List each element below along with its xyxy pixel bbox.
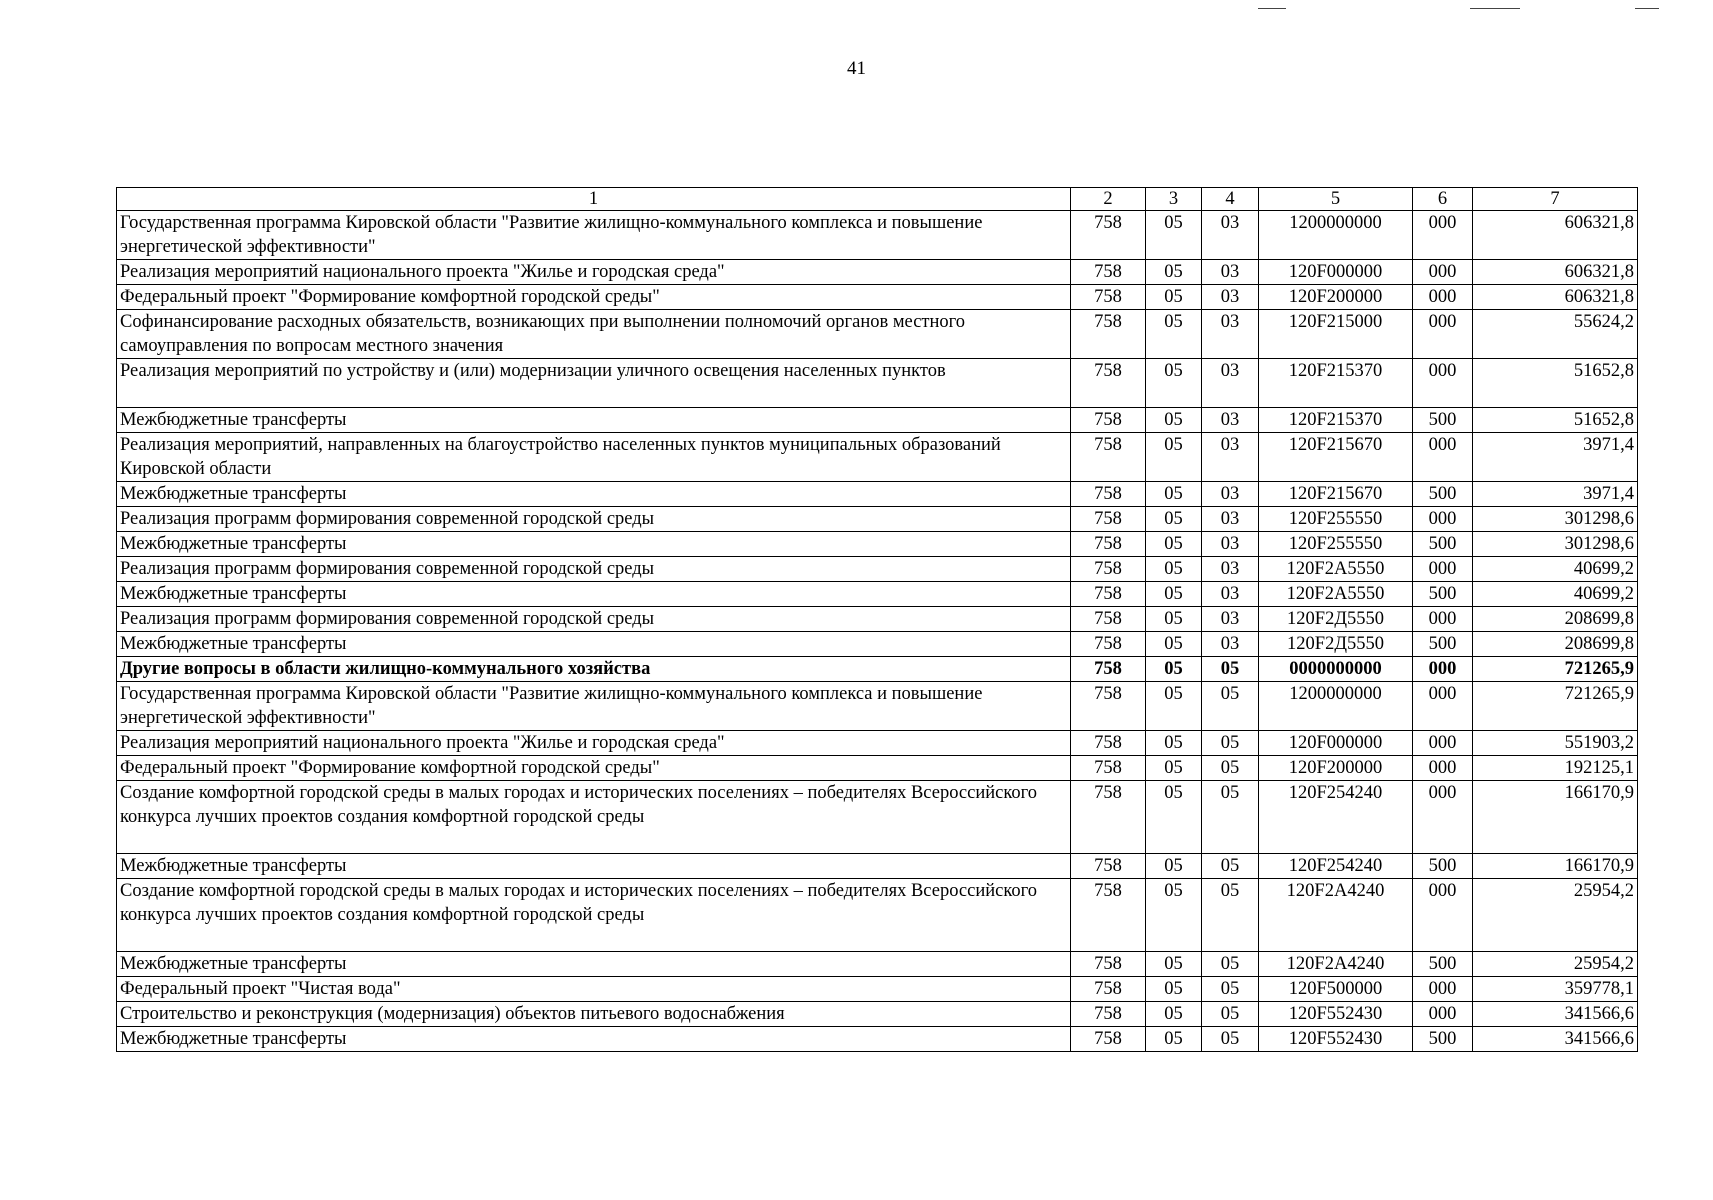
table-row xyxy=(117,879,1638,952)
amount-cell: 25954,2 xyxy=(1473,952,1638,977)
row-name-cell: Межбюджетные трансферты xyxy=(117,854,1071,879)
amount-cell: 40699,2 xyxy=(1473,557,1638,582)
row-name-cell: Реализация программ формирования современной городской среды xyxy=(117,507,1071,532)
section-code-cell: 05 xyxy=(1146,359,1202,408)
expense-type-cell: 000 xyxy=(1413,433,1473,482)
subsection-code-cell: 05 xyxy=(1202,781,1259,854)
expense-type-cell: 000 xyxy=(1413,607,1473,632)
amount-cell: 606321,8 xyxy=(1473,260,1638,285)
target-article-cell: 120F215670 xyxy=(1259,433,1413,482)
section-code-cell: 05 xyxy=(1146,1002,1202,1027)
row-name-cell: Межбюджетные трансферты xyxy=(117,1027,1071,1052)
expense-type-cell: 000 xyxy=(1413,507,1473,532)
ministry-code-cell: 758 xyxy=(1071,632,1146,657)
amount-cell: 192125,1 xyxy=(1473,756,1638,781)
ministry-code-cell: 758 xyxy=(1071,211,1146,260)
section-code-cell: 05 xyxy=(1146,854,1202,879)
ministry-code-cell: 758 xyxy=(1071,607,1146,632)
table-row xyxy=(117,682,1638,731)
row-name-cell: Создание комфортной городской среды в малых городах и исторических поселениях – победителях Всероссийского конкурса лучших проектов создания комфортной городской среды xyxy=(117,879,1071,952)
subsection-code-cell: 03 xyxy=(1202,285,1259,310)
section-code-cell: 05 xyxy=(1146,977,1202,1002)
header-row xyxy=(117,188,1638,211)
amount-cell: 606321,8 xyxy=(1473,211,1638,260)
subsection-code-cell: 03 xyxy=(1202,359,1259,408)
table-row xyxy=(117,433,1638,482)
target-article-cell: 120F254240 xyxy=(1259,854,1413,879)
amount-cell: 25954,2 xyxy=(1473,879,1638,952)
subsection-code-cell: 03 xyxy=(1202,482,1259,507)
target-article-cell: 120F215370 xyxy=(1259,408,1413,433)
row-name-cell: Реализация программ формирования современной городской среды xyxy=(117,607,1071,632)
section-code-cell: 05 xyxy=(1146,632,1202,657)
amount-cell: 359778,1 xyxy=(1473,977,1638,1002)
section-code-cell: 05 xyxy=(1146,482,1202,507)
ministry-code-cell: 758 xyxy=(1071,682,1146,731)
subsection-code-cell: 05 xyxy=(1202,756,1259,781)
row-name-cell: Межбюджетные трансферты xyxy=(117,408,1071,433)
amount-cell: 301298,6 xyxy=(1473,507,1638,532)
section-code-cell: 05 xyxy=(1146,952,1202,977)
ministry-code-cell: 758 xyxy=(1071,532,1146,557)
ministry-code-cell: 758 xyxy=(1071,731,1146,756)
row-name-cell: Государственная программа Кировской области "Развитие жилищно-коммунального комплекса и повышение энергетической эффективности" xyxy=(117,211,1071,260)
section-code-cell: 05 xyxy=(1146,682,1202,731)
table-row xyxy=(117,310,1638,359)
target-article-cell: 0000000000 xyxy=(1259,657,1413,682)
expense-type-cell: 500 xyxy=(1413,408,1473,433)
amount-cell: 166170,9 xyxy=(1473,781,1638,854)
row-name-cell: Реализация мероприятий по устройству и (или) модернизации уличного освещения населенных пунктов xyxy=(117,359,1071,408)
row-name-cell: Федеральный проект "Формирование комфортной городской среды" xyxy=(117,756,1071,781)
ministry-code-cell: 758 xyxy=(1071,952,1146,977)
section-code-cell: 05 xyxy=(1146,756,1202,781)
subsection-code-cell: 03 xyxy=(1202,433,1259,482)
column-header-4: 4 xyxy=(1202,188,1259,211)
scan-mark xyxy=(1258,8,1286,9)
row-name-cell: Межбюджетные трансферты xyxy=(117,952,1071,977)
section-code-cell: 05 xyxy=(1146,285,1202,310)
amount-cell: 55624,2 xyxy=(1473,310,1638,359)
subsection-code-cell: 03 xyxy=(1202,211,1259,260)
amount-cell: 721265,9 xyxy=(1473,682,1638,731)
table-row xyxy=(117,359,1638,408)
ministry-code-cell: 758 xyxy=(1071,507,1146,532)
scan-mark xyxy=(1470,8,1520,9)
section-code-cell: 05 xyxy=(1146,408,1202,433)
subsection-code-cell: 05 xyxy=(1202,854,1259,879)
target-article-cell: 120F2A5550 xyxy=(1259,582,1413,607)
ministry-code-cell: 758 xyxy=(1071,482,1146,507)
amount-cell: 301298,6 xyxy=(1473,532,1638,557)
table-row xyxy=(117,1002,1638,1027)
expense-type-cell: 000 xyxy=(1413,310,1473,359)
target-article-cell: 120F552430 xyxy=(1259,1027,1413,1052)
target-article-cell: 1200000000 xyxy=(1259,682,1413,731)
expense-type-cell: 000 xyxy=(1413,879,1473,952)
column-header-5: 5 xyxy=(1259,188,1413,211)
subsection-code-cell: 03 xyxy=(1202,532,1259,557)
expense-type-cell: 000 xyxy=(1413,359,1473,408)
section-code-cell: 05 xyxy=(1146,781,1202,854)
target-article-cell: 120F2Д5550 xyxy=(1259,607,1413,632)
row-name-cell: Межбюджетные трансферты xyxy=(117,532,1071,557)
subsection-code-cell: 03 xyxy=(1202,557,1259,582)
target-article-cell: 120F552430 xyxy=(1259,1002,1413,1027)
amount-cell: 51652,8 xyxy=(1473,408,1638,433)
target-article-cell: 1200000000 xyxy=(1259,211,1413,260)
ministry-code-cell: 758 xyxy=(1071,582,1146,607)
target-article-cell: 120F200000 xyxy=(1259,285,1413,310)
ministry-code-cell: 758 xyxy=(1071,977,1146,1002)
row-name-cell: Создание комфортной городской среды в малых городах и исторических поселениях – победителях Всероссийского конкурса лучших проектов создания комфортной городской среды xyxy=(117,781,1071,854)
expense-type-cell: 000 xyxy=(1413,682,1473,731)
amount-cell: 166170,9 xyxy=(1473,854,1638,879)
amount-cell: 208699,8 xyxy=(1473,607,1638,632)
table-row xyxy=(117,408,1638,433)
expense-type-cell: 500 xyxy=(1413,532,1473,557)
subsection-code-cell: 05 xyxy=(1202,879,1259,952)
row-name-cell: Государственная программа Кировской области "Развитие жилищно-коммунального комплекса и повышение энергетической эффективности" xyxy=(117,682,1071,731)
amount-cell: 51652,8 xyxy=(1473,359,1638,408)
ministry-code-cell: 758 xyxy=(1071,433,1146,482)
table-row xyxy=(117,211,1638,260)
section-code-cell: 05 xyxy=(1146,582,1202,607)
table-row xyxy=(117,756,1638,781)
section-code-cell: 05 xyxy=(1146,731,1202,756)
expense-type-cell: 000 xyxy=(1413,731,1473,756)
expense-type-cell: 500 xyxy=(1413,482,1473,507)
target-article-cell: 120F255550 xyxy=(1259,507,1413,532)
target-article-cell: 120F254240 xyxy=(1259,781,1413,854)
target-article-cell: 120F255550 xyxy=(1259,532,1413,557)
subsection-code-cell: 03 xyxy=(1202,582,1259,607)
expense-type-cell: 500 xyxy=(1413,854,1473,879)
target-article-cell: 120F500000 xyxy=(1259,977,1413,1002)
row-name-cell: Межбюджетные трансферты xyxy=(117,582,1071,607)
expense-type-cell: 000 xyxy=(1413,285,1473,310)
expense-type-cell: 000 xyxy=(1413,756,1473,781)
table-row xyxy=(117,532,1638,557)
amount-cell: 40699,2 xyxy=(1473,582,1638,607)
table-row xyxy=(117,952,1638,977)
section-code-cell: 05 xyxy=(1146,879,1202,952)
row-name-cell: Строительство и реконструкция (модернизация) объектов питьевого водоснабжения xyxy=(117,1002,1071,1027)
row-name-cell: Федеральный проект "Формирование комфортной городской среды" xyxy=(117,285,1071,310)
column-header-6: 6 xyxy=(1413,188,1473,211)
ministry-code-cell: 758 xyxy=(1071,260,1146,285)
page-number: 41 xyxy=(847,58,866,79)
target-article-cell: 120F200000 xyxy=(1259,756,1413,781)
ministry-code-cell: 758 xyxy=(1071,408,1146,433)
section-code-cell: 05 xyxy=(1146,211,1202,260)
target-article-cell: 120F215670 xyxy=(1259,482,1413,507)
target-article-cell: 120F2A5550 xyxy=(1259,557,1413,582)
target-article-cell: 120F000000 xyxy=(1259,260,1413,285)
section-code-cell: 05 xyxy=(1146,507,1202,532)
budget-table xyxy=(116,187,1638,1052)
row-name-cell: Софинансирование расходных обязательств, возникающих при выполнении полномочий органов местного самоуправления по вопросам местного значения xyxy=(117,310,1071,359)
table-row xyxy=(117,1027,1638,1052)
amount-cell: 3971,4 xyxy=(1473,433,1638,482)
subsection-code-cell: 03 xyxy=(1202,632,1259,657)
table-row xyxy=(117,731,1638,756)
target-article-cell: 120F2A4240 xyxy=(1259,952,1413,977)
subsection-code-cell: 05 xyxy=(1202,977,1259,1002)
target-article-cell: 120F2A4240 xyxy=(1259,879,1413,952)
ministry-code-cell: 758 xyxy=(1071,756,1146,781)
expense-type-cell: 000 xyxy=(1413,211,1473,260)
table-row xyxy=(117,657,1638,682)
scan-mark xyxy=(1635,8,1659,9)
ministry-code-cell: 758 xyxy=(1071,657,1146,682)
table-row xyxy=(117,977,1638,1002)
row-name-cell: Реализация мероприятий национального проекта "Жилье и городская среда" xyxy=(117,260,1071,285)
table-row xyxy=(117,854,1638,879)
section-code-cell: 05 xyxy=(1146,260,1202,285)
column-header-7: 7 xyxy=(1473,188,1638,211)
section-code-cell: 05 xyxy=(1146,433,1202,482)
expense-type-cell: 500 xyxy=(1413,1027,1473,1052)
ministry-code-cell: 758 xyxy=(1071,557,1146,582)
table-body xyxy=(117,211,1638,1052)
table-row xyxy=(117,482,1638,507)
column-header-2: 2 xyxy=(1071,188,1146,211)
subsection-code-cell: 05 xyxy=(1202,1027,1259,1052)
expense-type-cell: 500 xyxy=(1413,582,1473,607)
amount-cell: 208699,8 xyxy=(1473,632,1638,657)
column-header-1: 1 xyxy=(117,188,1071,211)
expense-type-cell: 500 xyxy=(1413,952,1473,977)
section-code-cell: 05 xyxy=(1146,1027,1202,1052)
subsection-code-cell: 05 xyxy=(1202,1002,1259,1027)
expense-type-cell: 000 xyxy=(1413,260,1473,285)
amount-cell: 606321,8 xyxy=(1473,285,1638,310)
section-code-cell: 05 xyxy=(1146,657,1202,682)
table-row xyxy=(117,507,1638,532)
section-code-cell: 05 xyxy=(1146,607,1202,632)
amount-cell: 551903,2 xyxy=(1473,731,1638,756)
column-header-3: 3 xyxy=(1146,188,1202,211)
table-row xyxy=(117,582,1638,607)
target-article-cell: 120F215000 xyxy=(1259,310,1413,359)
subsection-code-cell: 03 xyxy=(1202,408,1259,433)
ministry-code-cell: 758 xyxy=(1071,879,1146,952)
target-article-cell: 120F2Д5550 xyxy=(1259,632,1413,657)
ministry-code-cell: 758 xyxy=(1071,854,1146,879)
section-code-cell: 05 xyxy=(1146,532,1202,557)
amount-cell: 341566,6 xyxy=(1473,1027,1638,1052)
amount-cell: 721265,9 xyxy=(1473,657,1638,682)
expense-type-cell: 000 xyxy=(1413,1002,1473,1027)
ministry-code-cell: 758 xyxy=(1071,1002,1146,1027)
row-name-cell: Межбюджетные трансферты xyxy=(117,632,1071,657)
ministry-code-cell: 758 xyxy=(1071,285,1146,310)
section-code-cell: 05 xyxy=(1146,557,1202,582)
target-article-cell: 120F000000 xyxy=(1259,731,1413,756)
ministry-code-cell: 758 xyxy=(1071,1027,1146,1052)
row-name-cell: Реализация мероприятий, направленных на благоустройство населенных пунктов муниципальных образований Кировской области xyxy=(117,433,1071,482)
ministry-code-cell: 758 xyxy=(1071,359,1146,408)
row-name-cell: Реализация программ формирования современной городской среды xyxy=(117,557,1071,582)
table-row xyxy=(117,260,1638,285)
amount-cell: 341566,6 xyxy=(1473,1002,1638,1027)
row-name-cell: Реализация мероприятий национального проекта "Жилье и городская среда" xyxy=(117,731,1071,756)
expense-type-cell: 000 xyxy=(1413,781,1473,854)
row-name-cell: Другие вопросы в области жилищно-коммунального хозяйства xyxy=(117,657,1071,682)
row-name-cell: Межбюджетные трансферты xyxy=(117,482,1071,507)
subsection-code-cell: 05 xyxy=(1202,731,1259,756)
target-article-cell: 120F215370 xyxy=(1259,359,1413,408)
subsection-code-cell: 03 xyxy=(1202,507,1259,532)
subsection-code-cell: 05 xyxy=(1202,682,1259,731)
ministry-code-cell: 758 xyxy=(1071,310,1146,359)
row-name-cell: Федеральный проект "Чистая вода" xyxy=(117,977,1071,1002)
table-row xyxy=(117,557,1638,582)
subsection-code-cell: 03 xyxy=(1202,260,1259,285)
subsection-code-cell: 03 xyxy=(1202,607,1259,632)
expense-type-cell: 000 xyxy=(1413,557,1473,582)
subsection-code-cell: 05 xyxy=(1202,952,1259,977)
subsection-code-cell: 03 xyxy=(1202,310,1259,359)
expense-type-cell: 000 xyxy=(1413,977,1473,1002)
ministry-code-cell: 758 xyxy=(1071,781,1146,854)
table-row xyxy=(117,632,1638,657)
subsection-code-cell: 05 xyxy=(1202,657,1259,682)
section-code-cell: 05 xyxy=(1146,310,1202,359)
expense-type-cell: 000 xyxy=(1413,657,1473,682)
table-row xyxy=(117,781,1638,854)
table-row xyxy=(117,607,1638,632)
amount-cell: 3971,4 xyxy=(1473,482,1638,507)
expense-type-cell: 500 xyxy=(1413,632,1473,657)
table-row xyxy=(117,285,1638,310)
